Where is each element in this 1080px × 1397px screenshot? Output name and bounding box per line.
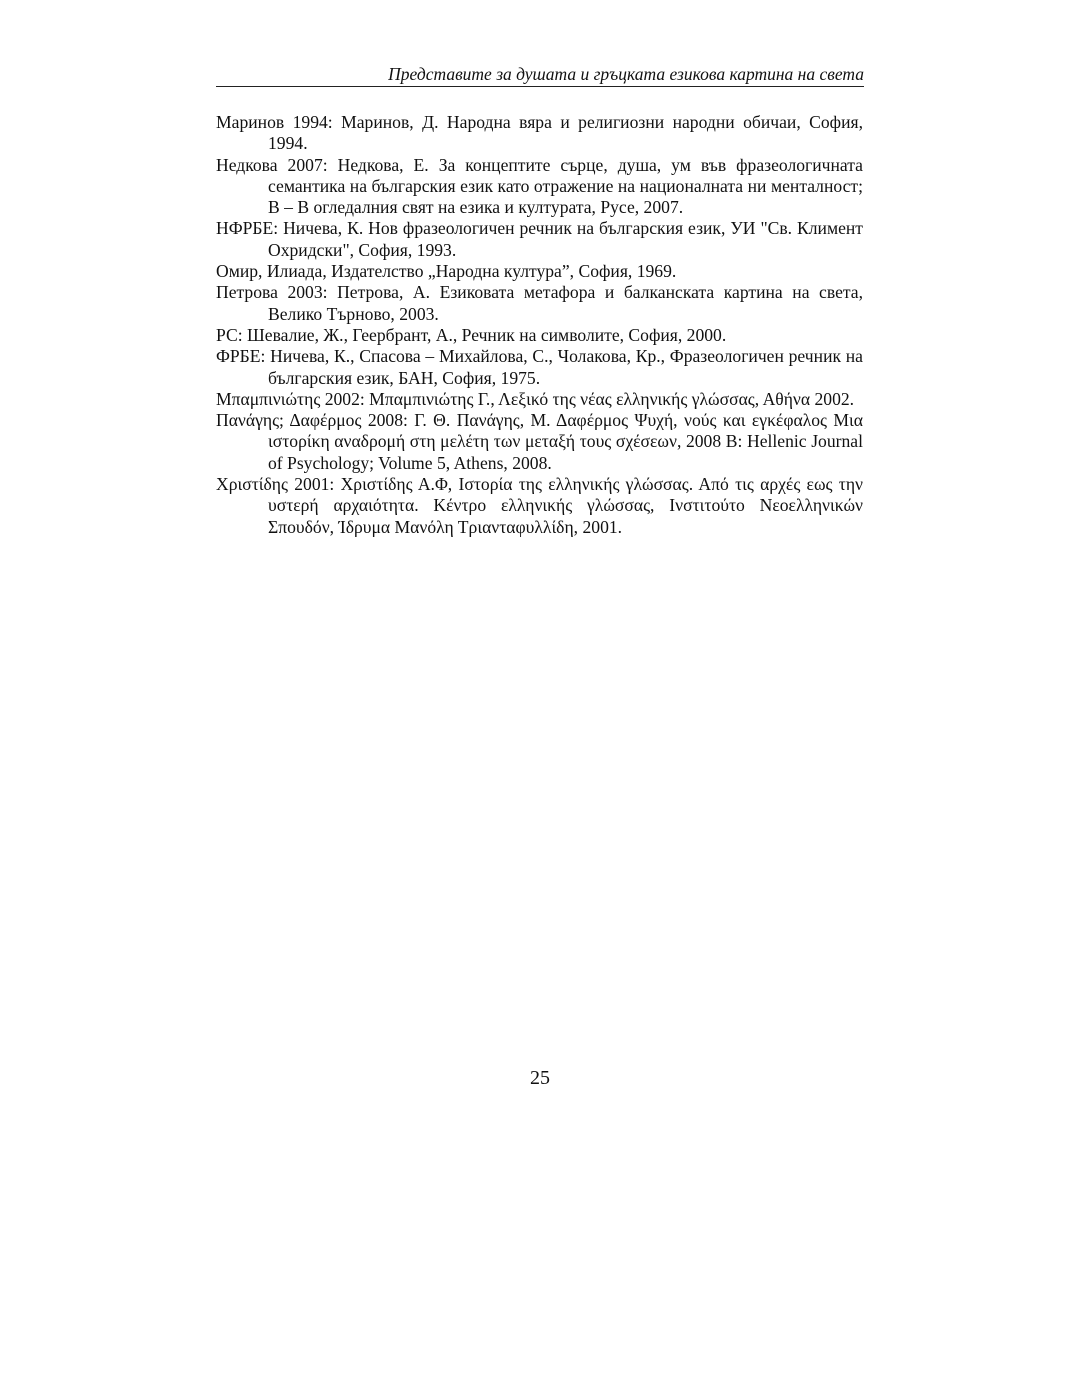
page-number: 25 bbox=[530, 1067, 550, 1089]
reference-entry: ФРБЕ: Ничева, К., Спасова – Михайлова, С., Чолакова, Кр., Фразеологичен речник на българския език, БАН, София, 1975. bbox=[216, 346, 863, 388]
reference-entry: РС: Шевалие, Ж., Геербрант, А., Речник на символите, София, 2000. bbox=[216, 324, 727, 345]
reference-list bbox=[216, 112, 863, 538]
reference-entry: Πανάγης; Δαφέρμος 2008: Γ. Θ. Πανάγης, Μ. Δαφέρμος Ψυχή, νούς και εγκέφαλος Μια ιστορίκη αναδρομή στη μελέτη των μεταξή τους σχέσεων, 2008 В: Hellenic Journal of Psychology; Volume 5, Athens, 2008. bbox=[216, 410, 863, 473]
reference-entry: Маринов 1994: Маринов, Д. Народна вяра и религиозни народни обичаи, София, 1994. bbox=[216, 112, 863, 154]
running-header: Представите за душата и гръцката езикова картина на света bbox=[216, 64, 864, 87]
reference-entry: Χριστίδης 2001: Χριστίδης Α.Φ, Ιστορία της ελληνικής γλώσσας. Από τις αρχές εως την υστερή αρχαιότητα. Κέντρο ελληνικής γλώσσας, Ινστιτούτο Νεοελληνικών Σπουδόν, Ίδρυμα Μανόλη Τριανταφυλλίδη, 2001. bbox=[216, 474, 863, 537]
reference-entry: Недкова 2007: Недкова, Е. За концептите сърце, душа, ум във фразеологичната семантика на българския език като отражение на националната ни менталност; В – В огледалния свят на езика и културата, Русе, 2007. bbox=[216, 154, 863, 218]
reference-entry: НФРБЕ: Ничева, К. Нов фразеологичен речник на българския език, УИ "Св. Климент Охридски", София, 1993. bbox=[216, 218, 863, 260]
reference-entry: Омир, Илиада, Издателство „Народна култура”, София, 1969. bbox=[216, 261, 677, 282]
reference-entry: Петрова 2003: Петрова, А. Езиковата метафора и балканската картина на света, Велико Търново, 2003. bbox=[216, 282, 863, 324]
reference-entry: Μπαμπινιώτης 2002: Μπαμπινιώτης Γ., Λεξικό της νέας ελληνικής γλώσσας, Αθήνα 2002. bbox=[216, 388, 855, 409]
